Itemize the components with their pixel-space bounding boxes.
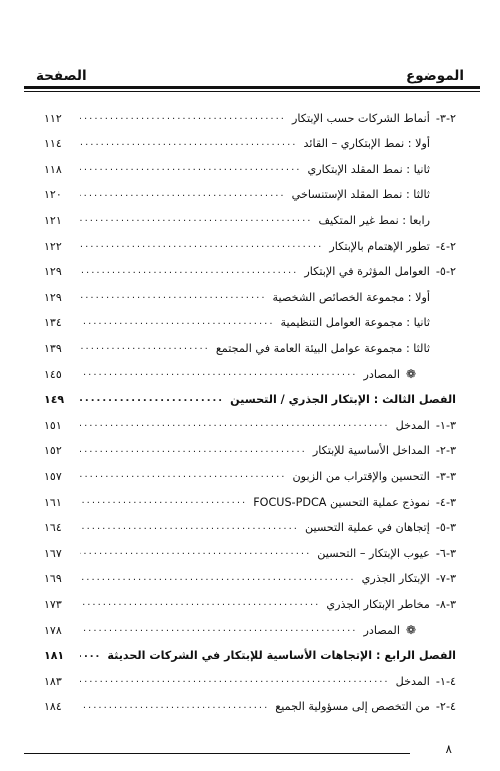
toc-entry-page: ١٥٧ [44, 469, 62, 483]
toc-entry [44, 413, 456, 437]
toc-entry-page: ١٢٩ [44, 265, 62, 279]
dot-leader [80, 111, 286, 125]
toc-entry [44, 490, 456, 514]
toc-entry [44, 644, 456, 668]
toc-entry-page: ١٤٥ [44, 367, 62, 381]
toc-entry [44, 285, 456, 309]
toc-entry-page: ١١٢ [44, 111, 62, 125]
toc-entry-title: أولا : مجموعة الخصائص الشخصية [272, 290, 430, 304]
toc-entry-page: ١٥١ [44, 418, 62, 432]
toc-entry-page: ١٦٧ [44, 546, 62, 560]
toc-entry [44, 234, 456, 258]
toc-entry-page: ١٢٩ [44, 290, 62, 304]
toc-entry-page: ١٥٢ [44, 444, 62, 458]
dot-leader [80, 623, 357, 637]
dot-leader [80, 597, 320, 611]
toc-header [36, 58, 464, 84]
toc-entry-title: الفصل الثالث : الإبتكار الجذري / التحسين [230, 393, 456, 407]
toc-entry [44, 362, 456, 386]
toc-entry-page: ١٢١ [44, 213, 62, 227]
toc-entry-title: أنماط الشركات حسب الإبتكار [291, 111, 430, 125]
toc-entry [44, 541, 456, 565]
dot-leader [80, 674, 390, 688]
toc-entry [44, 695, 456, 719]
toc-entry-number: ٢-٤- [435, 239, 456, 253]
dot-leader [80, 290, 267, 304]
toc-entry-page: ١٤٩ [44, 393, 65, 407]
topic-column-heading: الموضوع [406, 68, 464, 84]
toc-entry-page: ١٦٩ [44, 572, 62, 586]
dot-leader [80, 418, 390, 432]
toc-entry-title: رابعا : نمط غير المتكيف [318, 213, 430, 227]
toc-entry-title: ثالثا : نمط المقلد الإستنساخي [291, 188, 430, 202]
toc-entry-page: ١٦١ [44, 495, 62, 509]
header-rule-thin [24, 91, 480, 92]
toc-entry-page: ١٧٣ [44, 597, 62, 611]
toc-entry [44, 183, 456, 207]
toc-entry [44, 106, 456, 130]
toc-entry-title: الإبتكار الجذري [361, 572, 430, 586]
toc-entry-title: إتجاهان في عملية التحسين [304, 521, 430, 535]
toc-entry-title: المدخل [395, 674, 430, 688]
toc-entry-number: ٤-١- [435, 674, 456, 688]
toc-entry [44, 157, 456, 181]
footer-page-number: ٨ [445, 742, 452, 756]
toc-entry [44, 388, 456, 412]
toc-entry-title: عيوب الإبتكار – التحسين [317, 546, 430, 560]
toc-entry-title: تطور الإهتمام بالإبتكار [329, 239, 430, 253]
toc-entry-page: ١٨١ [44, 649, 65, 663]
toc-entry-number: ٣-١- [435, 418, 456, 432]
toc-entry [44, 567, 456, 591]
toc-entry-page: ١٣٤ [44, 316, 62, 330]
toc-entry [44, 208, 456, 232]
dot-leader [80, 546, 311, 560]
toc-entry-number: ٢-٣- [435, 111, 456, 125]
toc-entry [44, 311, 456, 335]
dot-leader [80, 572, 356, 586]
toc-entry-title: التحسين والإقتراب من الزبون [292, 469, 430, 483]
toc-entry-title: من التخصص إلى مسؤولية الجميع [275, 700, 430, 714]
toc-entry-number: ٣-٨- [435, 597, 456, 611]
dot-leader [80, 444, 307, 458]
toc-entry-page: ١٢٠ [44, 188, 62, 202]
toc-entry-page: ١٨٣ [44, 674, 62, 688]
footer-rule [24, 753, 410, 754]
dot-leader [80, 469, 286, 483]
toc-entry-number: ٤-٢- [435, 700, 456, 714]
toc-entry-page: ١٣٩ [44, 341, 62, 355]
toc-entry-page: ١٨٤ [44, 700, 62, 714]
toc-entry-title: أولا : نمط الإبتكاري – القائد [303, 137, 430, 151]
toc-entry-number: ٣-٢- [435, 444, 456, 458]
header-rule-thick [24, 86, 480, 89]
toc-entry-title: المصادر [363, 623, 400, 637]
toc-entry-page: ١٢٢ [44, 239, 62, 253]
dot-leader [80, 393, 224, 407]
toc-entry-title: المداخل الأساسية للإبتكار [312, 444, 430, 458]
toc-entry-title: مخاطر الإبتكار الجذري [326, 597, 430, 611]
toc-entry-page: ١٦٤ [44, 521, 62, 535]
toc-entry-number: ٣-٧- [435, 572, 456, 586]
dot-leader [80, 162, 301, 176]
toc-entry-number: ٣-٥- [435, 521, 456, 535]
dot-leader [80, 341, 210, 355]
toc-entry [44, 669, 456, 693]
toc-entry [44, 260, 456, 284]
toc-entry-title: ثانيا : نمط المقلد الإبتكاري [307, 162, 430, 176]
dot-leader [80, 649, 101, 663]
toc-entry [44, 439, 456, 463]
toc-entry-page: ١٧٨ [44, 623, 62, 637]
toc-entry-number: ٣-٦- [435, 546, 456, 560]
toc-entry-number: ٣-٤- [435, 495, 456, 509]
dot-leader [80, 367, 357, 381]
flower-ornament-icon: ❁ [405, 367, 416, 381]
toc-entry-number: ٣-٣- [435, 469, 456, 483]
toc-entry [44, 592, 456, 616]
toc-entry-title: ثانيا : مجموعة العوامل التنظيمية [280, 316, 430, 330]
dot-leader [80, 239, 323, 253]
toc-entry [44, 132, 456, 156]
dot-leader [80, 316, 275, 330]
dot-leader [80, 700, 269, 714]
toc-entry-title: ثالثا : مجموعة عوامل البيئة العامة في المجتمع [215, 341, 430, 355]
toc-entry-title: المدخل [395, 418, 430, 432]
toc-entry-title: المصادر [363, 367, 400, 381]
dot-leader [80, 213, 312, 227]
dot-leader [80, 137, 297, 151]
dot-leader [80, 265, 298, 279]
dot-leader [80, 521, 299, 535]
dot-leader [80, 495, 247, 509]
flower-ornament-icon: ❁ [405, 623, 416, 637]
toc-entry [44, 464, 456, 488]
toc-entry-number: ٢-٥- [435, 265, 456, 279]
toc-entry [44, 618, 456, 642]
toc-entry [44, 516, 456, 540]
dot-leader [80, 188, 286, 202]
toc-entry [44, 336, 456, 360]
toc-entry-title: العوامل المؤثرة في الإبتكار [304, 265, 430, 279]
toc-entry-page: ١١٤ [44, 137, 62, 151]
toc-entry-page: ١١٨ [44, 162, 62, 176]
page-column-heading: الصفحة [36, 68, 87, 84]
toc-entry-title: نموذج عملية التحسين FOCUS-PDCA [253, 495, 430, 509]
toc-entry-title: الفصل الرابع : الإتجاهات الأساسية للإبتكار في الشركات الحديثة [107, 649, 456, 663]
